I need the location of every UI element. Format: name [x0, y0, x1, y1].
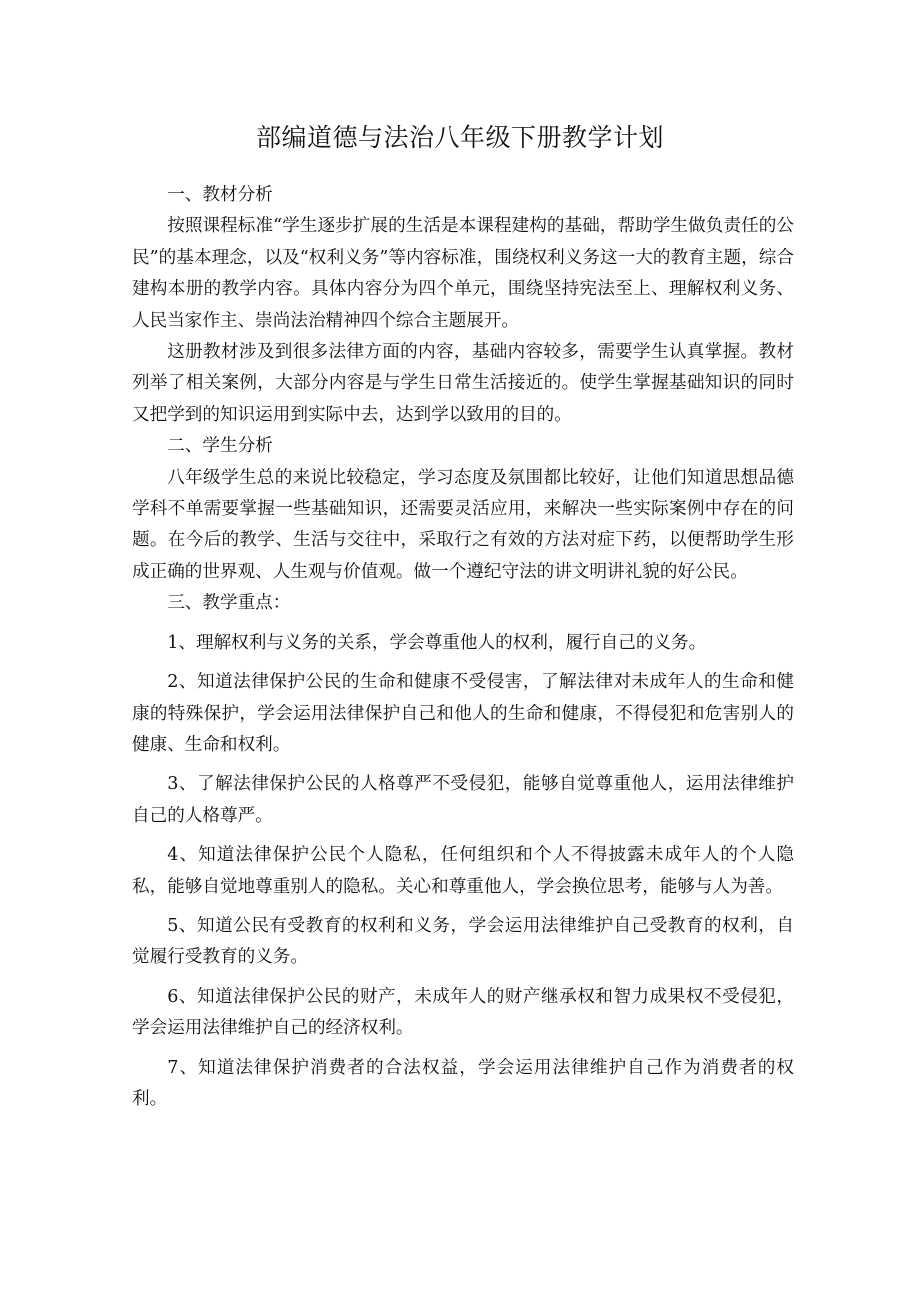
document-body	[132, 180, 794, 1115]
list-item: 4、知道法律保护公民个人隐私，任何组织和个人不得披露未成年人的个人隐私，能够自觉地尊重别人的隐私。关心和尊重他人，学会换位思考，能够与人为善。	[132, 845, 794, 897]
page-title: 部编道德与法治八年级下册教学计划	[255, 123, 664, 152]
paragraph: 按照课程标准“学生逐步扩展的生活是本课程建构的基础，帮助学生做负责任的公民”的基本理念，以及“权利义务”等内容标准，围绕权利义务这一大的教育主题，综合建构本册的教学内容。具体内容分为四个单元，围绕坚持宪法至上、理解权利义务、人民当家作主、崇尚法治精神四个综合主题展开。	[132, 216, 794, 331]
list-item: 5、知道公民有受教育的权利和义务，学会运用法律维护自己受教育的权利，自觉履行受教育的义务。	[132, 915, 794, 968]
list-item: 2、知道法律保护公民的生命和健康不受侵害，了解法律对未成年人的生命和健康的特殊保护，学会运用法律保护自己和他人的生命和健康，不得侵犯和危害别人的健康、生命和权利。	[132, 672, 794, 755]
list-item: 7、知道法律保护消费者的合法权益，学会运用法律维护自己作为消费者的权利。	[132, 1057, 794, 1109]
list-item: 1、理解权利与义务的关系，学会尊重他人的权利，履行自己的义务。	[167, 632, 707, 653]
paragraph: 八年级学生总的来说比较稳定，学习态度及氛围都比较好，让他们知道思想品德学科不单需要掌握一些基础知识，还需要灵活应用，来解决一些实际案例中存在的问题。在今后的教学、生活与交往中，采取行之有效的方法对症下药，以便帮助学生形成正确的世界观、人生观与价值观。做一个遵纪守法的讲文明讲礼貌的好公民。	[132, 467, 794, 582]
section-heading-textbook-analysis: 一、教材分析	[167, 185, 273, 205]
list-item: 3、了解法律保护公民的人格尊严不受侵犯，能够自觉尊重他人，运用法律维护自己的人格尊严。	[132, 774, 794, 826]
paragraph: 这册教材涉及到很多法律方面的内容，基础内容较多，需要学生认真掌握。教材列举了相关案例，大部分内容是与学生日常生活接近的。使学生掌握基础知识的同时又把学到的知识运用到实际中去，达到学以致用的目的。	[132, 342, 794, 425]
section-heading-student-analysis: 二、学生分析	[167, 436, 273, 457]
section-heading-teaching-focus: 三、教学重点：	[167, 593, 291, 614]
list-item: 6、知道法律保护公民的财产，未成年人的财产继承权和智力成果权不受侵犯，学会运用法律维护自己的经济权利。	[132, 986, 794, 1039]
